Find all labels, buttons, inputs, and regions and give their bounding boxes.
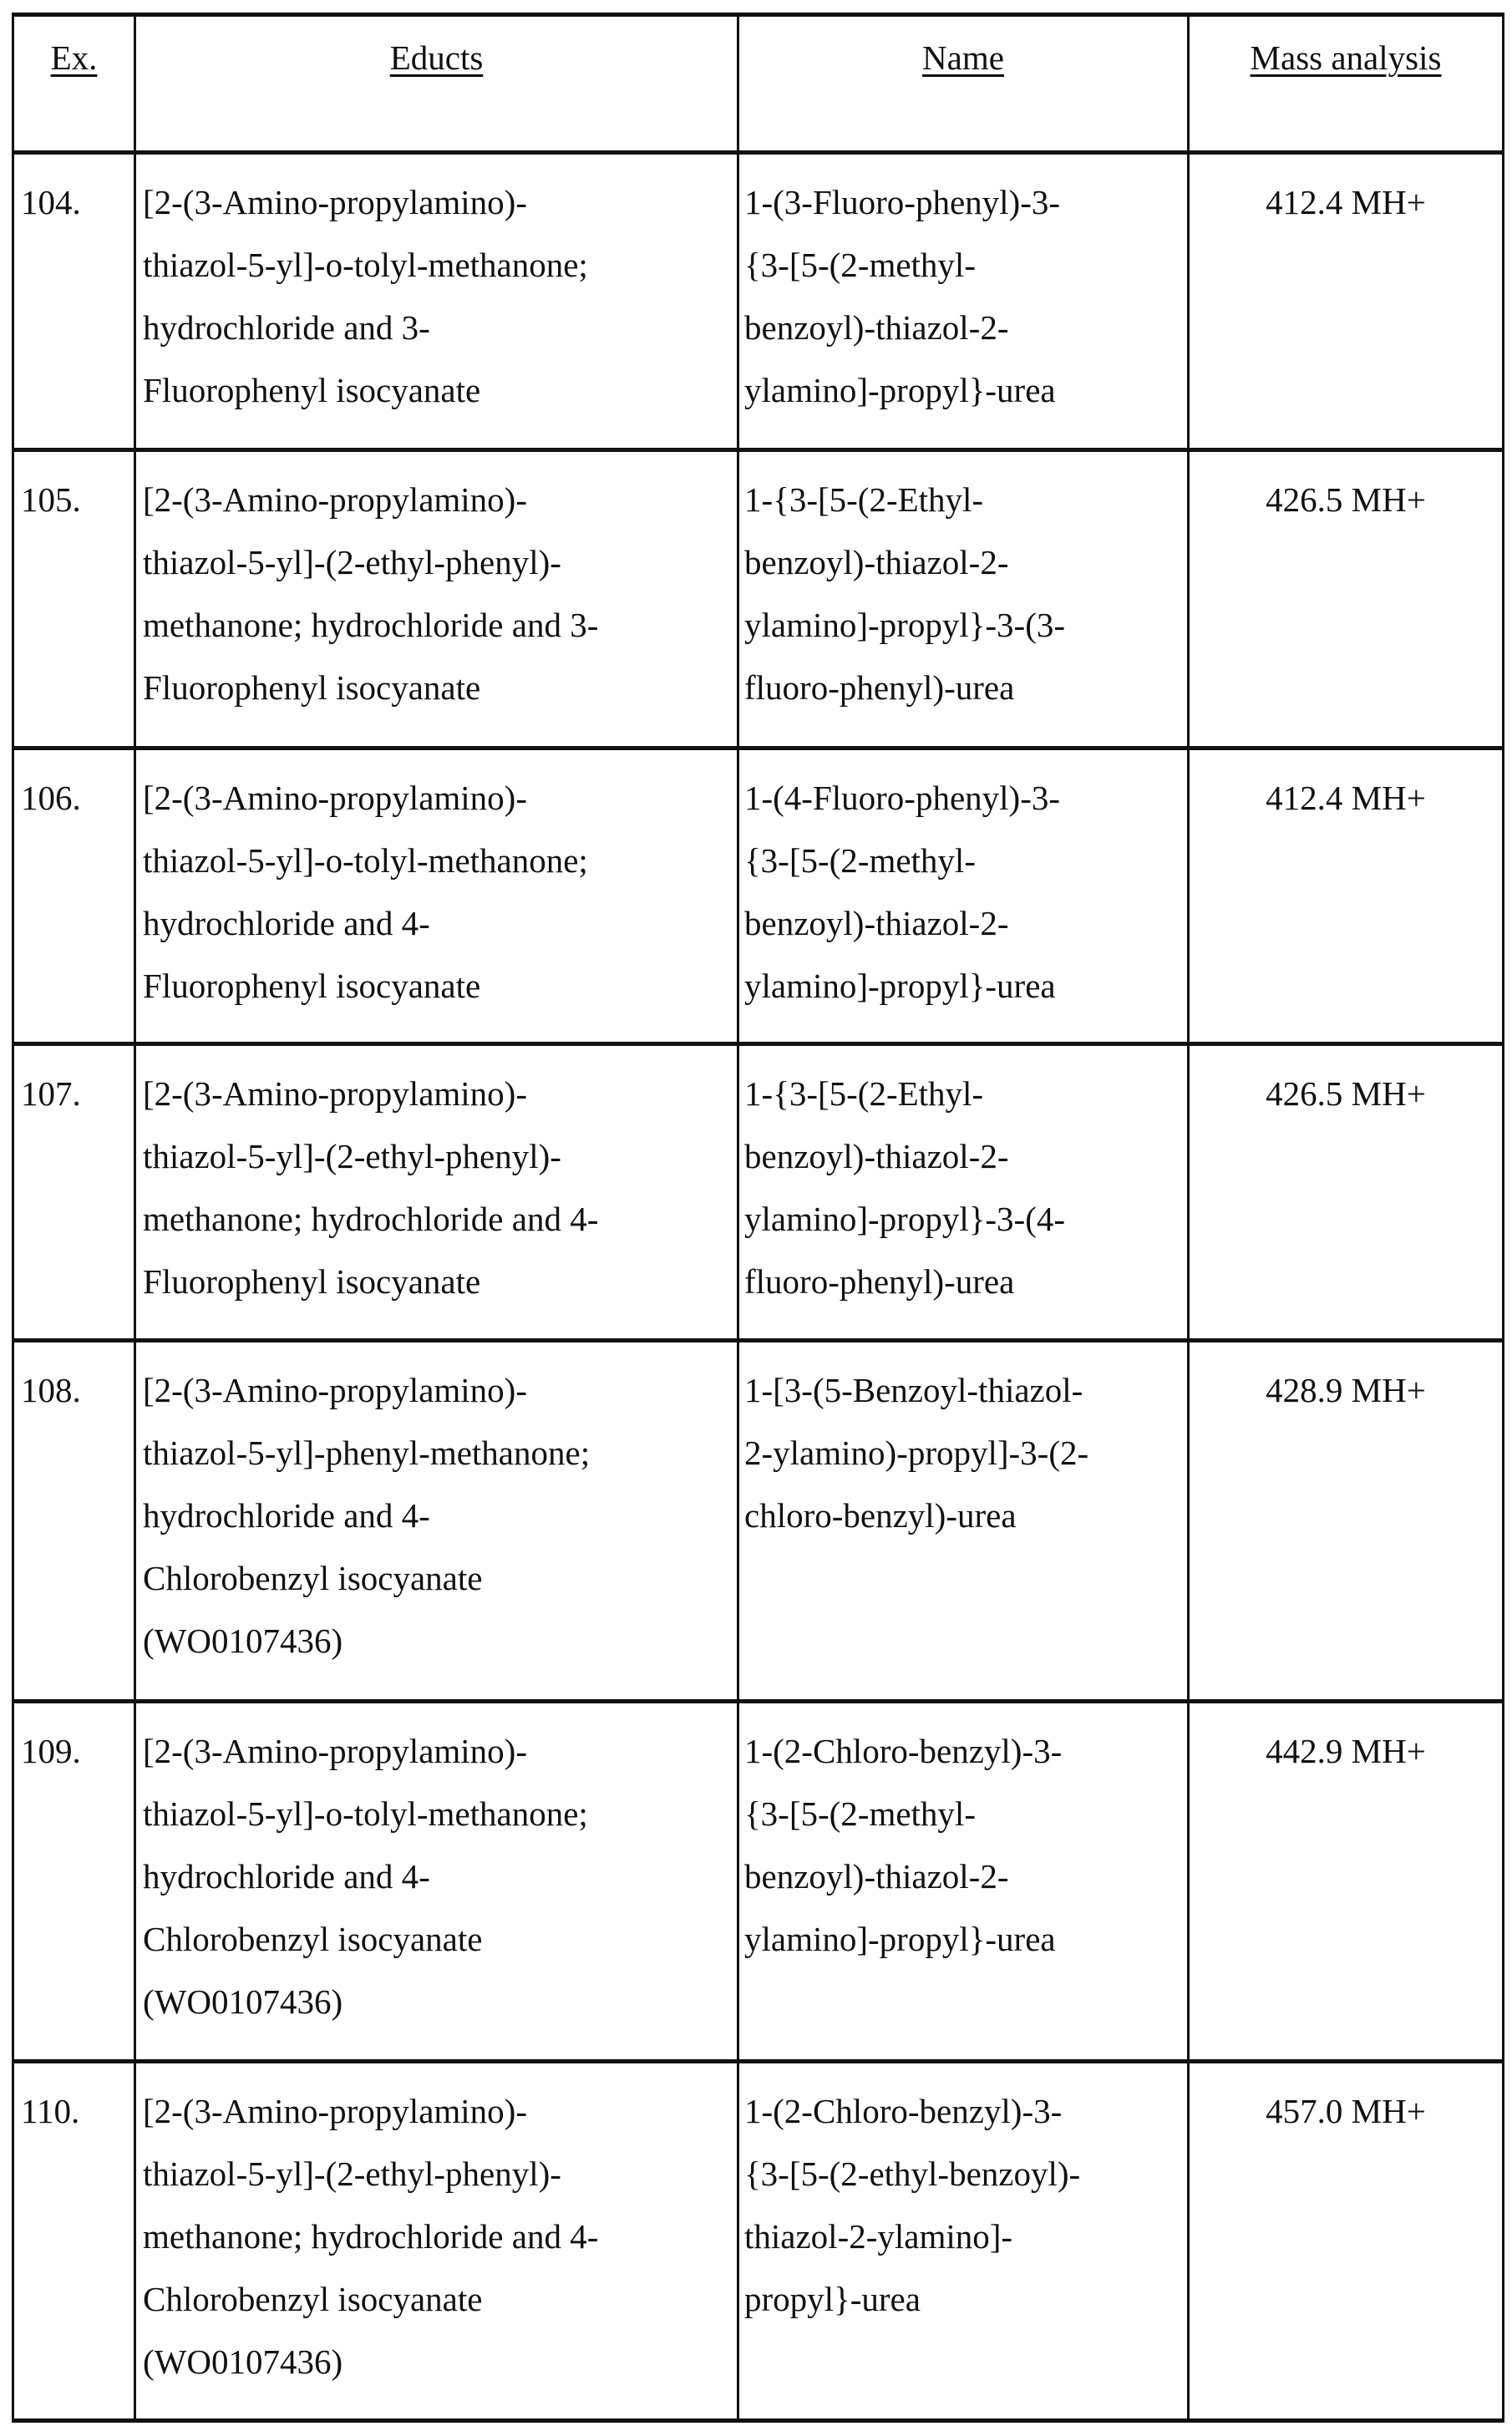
mass-value: 426.5 MH+ [1189,1044,1504,1341]
header-ex-label: Ex. [51,38,98,77]
name-line: propyl}-urea [744,2268,1185,2331]
table-row [13,1044,1504,1341]
example-number: 109. [13,1702,135,2062]
name-line: {3-[5-(2-ethyl-benzoyl)- [744,2143,1185,2205]
name-cell [738,153,1189,450]
name-line: {3-[5-(2-methyl- [744,830,1185,892]
example-number: 104. [13,153,135,450]
educts-line: thiazol-5-yl]-(2-ethyl-phenyl)- [143,2143,733,2205]
mass-value: 442.9 MH+ [1189,1702,1504,2062]
educts-line: (WO0107436) [143,2331,733,2393]
header-name-label: Name [922,38,1004,77]
table-row [13,1341,1504,1702]
educts-cell [135,1702,738,2062]
educts-line: thiazol-5-yl]-o-tolyl-methanone; [143,830,733,892]
name-line: 1-(2-Chloro-benzyl)-3- [744,2080,1185,2143]
name-line: ylamino]-propyl}-urea [744,359,1185,422]
name-cell [738,2062,1189,2421]
educts-line: (WO0107436) [143,1610,733,1672]
educts-line: [2-(3-Amino-propylamino)- [143,469,733,531]
name-cell [738,1341,1189,1702]
educts-line: methanone; hydrochloride and 4- [143,2205,733,2268]
mass-value: 457.0 MH+ [1189,2062,1504,2421]
educts-cell [135,450,738,749]
name-cell [738,450,1189,749]
name-line: 1-[3-(5-Benzoyl-thiazol- [744,1359,1185,1422]
example-number: 106. [13,749,135,1044]
educts-line: Fluorophenyl isocyanate [143,359,733,422]
table-row [13,749,1504,1044]
educts-line: thiazol-5-yl]-(2-ethyl-phenyl)- [143,1125,733,1188]
mass-value: 426.5 MH+ [1189,450,1504,749]
mass-value: 412.4 MH+ [1189,749,1504,1044]
name-line: chloro-benzyl)-urea [744,1485,1185,1547]
educts-line: thiazol-5-yl]-o-tolyl-methanone; [143,234,733,297]
header-educts-label: Educts [390,38,484,77]
name-line: 2-ylamino)-propyl]-3-(2- [744,1422,1185,1485]
example-number: 105. [13,450,135,749]
educts-line: hydrochloride and 4- [143,1845,733,1908]
name-cell [738,1044,1189,1341]
header-mass-label: Mass analysis [1251,38,1442,77]
name-line: 1-{3-[5-(2-Ethyl- [744,1063,1185,1125]
name-line: benzoyl)-thiazol-2- [744,297,1185,359]
educts-cell [135,153,738,450]
table-row [13,153,1504,450]
educts-line: [2-(3-Amino-propylamino)- [143,171,733,234]
educts-line: hydrochloride and 4- [143,1485,733,1547]
educts-line: (WO0107436) [143,1971,733,2033]
header-ex [13,15,135,153]
educts-line: Chlorobenzyl isocyanate [143,2268,733,2331]
example-number: 108. [13,1341,135,1702]
educts-line: methanone; hydrochloride and 3- [143,594,733,657]
name-cell [738,749,1189,1044]
table-row [13,1702,1504,2062]
name-line: thiazol-2-ylamino]- [744,2205,1185,2268]
educts-line: [2-(3-Amino-propylamino)- [143,1720,733,1783]
educts-line: [2-(3-Amino-propylamino)- [143,1359,733,1422]
educts-line: Fluorophenyl isocyanate [143,1251,733,1313]
example-number: 110. [13,2062,135,2421]
name-line: ylamino]-propyl}-3-(4- [744,1188,1185,1251]
name-line: ylamino]-propyl}-urea [744,1908,1185,1971]
educts-line: thiazol-5-yl]-o-tolyl-methanone; [143,1783,733,1845]
header-educts [135,15,738,153]
mass-value: 412.4 MH+ [1189,153,1504,450]
compound-table [12,13,1504,2423]
example-number: 107. [13,1044,135,1341]
name-line: benzoyl)-thiazol-2- [744,531,1185,594]
header-mass [1189,15,1504,153]
mass-value: 428.9 MH+ [1189,1341,1504,1702]
educts-line: Chlorobenzyl isocyanate [143,1547,733,1610]
name-line: 1-{3-[5-(2-Ethyl- [744,469,1185,531]
educts-line: [2-(3-Amino-propylamino)- [143,767,733,830]
table-row [13,2062,1504,2421]
educts-cell [135,2062,738,2421]
name-line: 1-(3-Fluoro-phenyl)-3- [744,171,1185,234]
name-line: benzoyl)-thiazol-2- [744,1125,1185,1188]
educts-cell [135,749,738,1044]
educts-line: methanone; hydrochloride and 4- [143,1188,733,1251]
educts-line: hydrochloride and 4- [143,892,733,955]
name-cell [738,1702,1189,2062]
name-line: 1-(4-Fluoro-phenyl)-3- [744,767,1185,830]
educts-cell [135,1044,738,1341]
educts-cell [135,1341,738,1702]
name-line: 1-(2-Chloro-benzyl)-3- [744,1720,1185,1783]
educts-line: Chlorobenzyl isocyanate [143,1908,733,1971]
table-row [13,450,1504,749]
educts-line: [2-(3-Amino-propylamino)- [143,2080,733,2143]
name-line: fluoro-phenyl)-urea [744,657,1185,719]
educts-line: thiazol-5-yl]-phenyl-methanone; [143,1422,733,1485]
educts-line: [2-(3-Amino-propylamino)- [143,1063,733,1125]
name-line: ylamino]-propyl}-urea [744,955,1185,1018]
educts-line: Fluorophenyl isocyanate [143,955,733,1018]
educts-line: hydrochloride and 3- [143,297,733,359]
name-line: {3-[5-(2-methyl- [744,1783,1185,1845]
name-line: {3-[5-(2-methyl- [744,234,1185,297]
name-line: benzoyl)-thiazol-2- [744,1845,1185,1908]
educts-line: Fluorophenyl isocyanate [143,657,733,719]
name-line: fluoro-phenyl)-urea [744,1251,1185,1313]
header-name [738,15,1189,153]
educts-line: thiazol-5-yl]-(2-ethyl-phenyl)- [143,531,733,594]
header-row [13,15,1504,153]
name-line: benzoyl)-thiazol-2- [744,892,1185,955]
name-line: ylamino]-propyl}-3-(3- [744,594,1185,657]
